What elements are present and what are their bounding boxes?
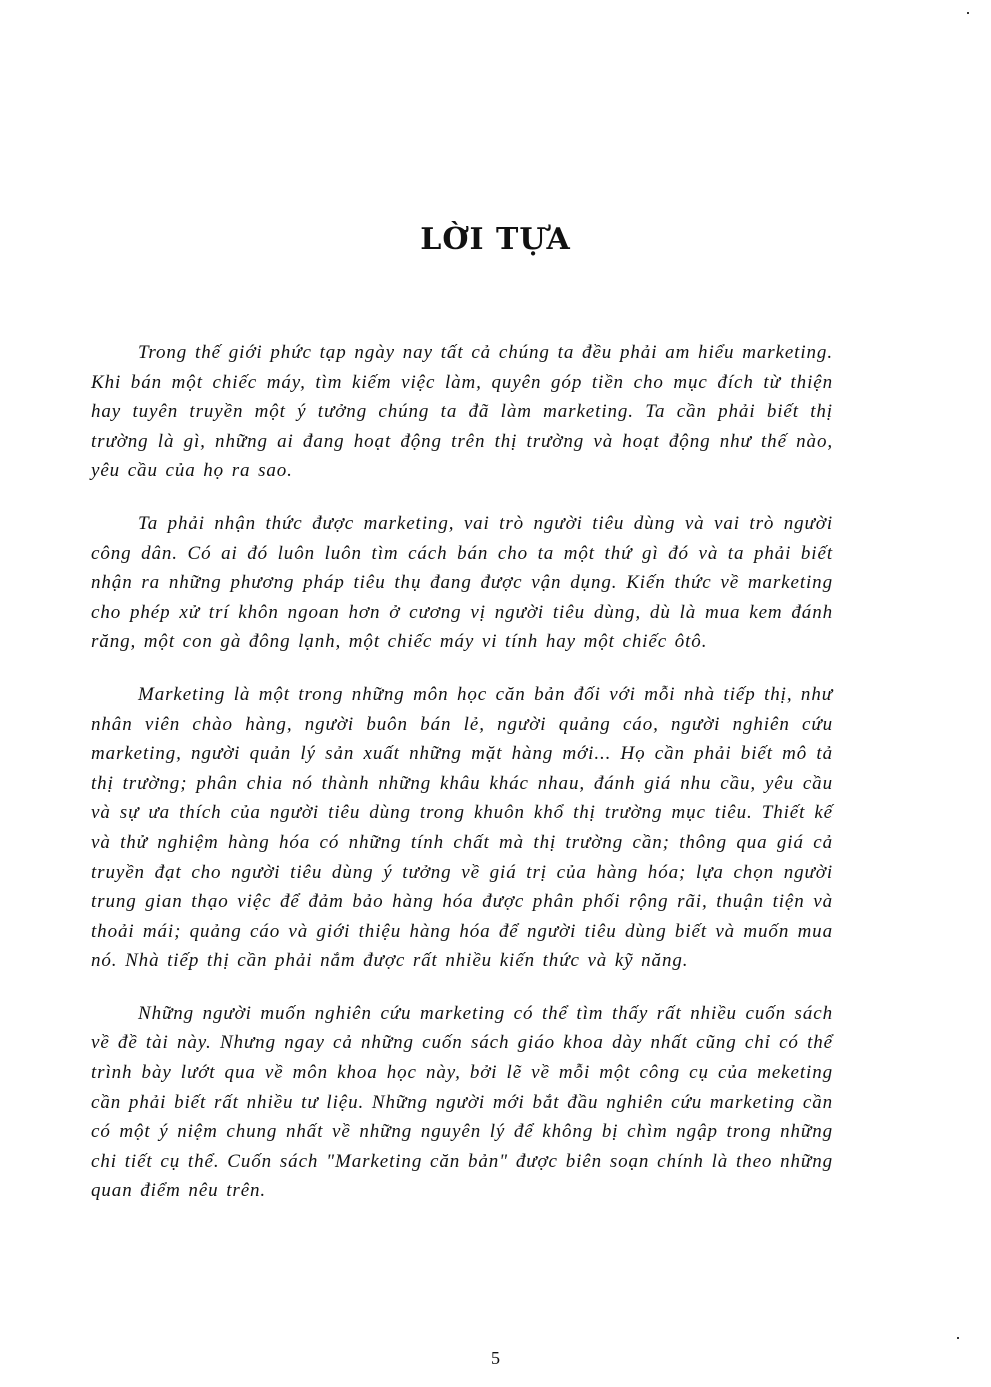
paragraph-4: Những người muốn nghiên cứu marketing có thể tìm thấy rất nhiều cuốn sách về đề tài này. Nhưng ngay cả những cuốn sách giáo khoa dày nhất cũng chỉ có thể trình bày lướt qua về môn khoa học này, bởi lẽ về mỗi một công cụ của meketing cần phải biết rất nhiều tư liệu. Những người mới bắt đầu nghiên cứu marketing cần có một ý niệm chung nhất về những nguyên lý để không bị chìm ngập trong những chi tiết cụ thể. Cuốn sách "Marketing căn bản" được biên soạn chính là theo những quan điểm nêu trên. bbox=[91, 1002, 833, 1202]
scan-speck bbox=[967, 12, 969, 14]
preface-body bbox=[91, 338, 833, 1229]
paragraph-1: Trong thế giới phức tạp ngày nay tất cả chúng ta đều phải am hiểu marketing. Khi bán một chiếc máy, tìm kiếm việc làm, quyên góp tiền cho mục đích từ thiện hay tuyên truyền một ý tưởng chúng ta đã làm marketing. Ta cần phải biết thị trường là gì, những ai đang hoạt động trên thị trường và hoạt động như thế nào, yêu cầu của họ ra sao. bbox=[91, 342, 833, 482]
page-number: 5 bbox=[491, 1348, 500, 1368]
paragraph-3: Marketing là một trong những môn học căn bản đối với mỗi nhà tiếp thị, như nhân viên chào hàng, người buôn bán lẻ, người quảng cáo, người nghiên cứu marketing, người quản lý sản xuất những mặt hàng mới... Họ cần phải biết mô tả thị trường; phân chia nó thành những khâu khác nhau, đánh giá nhu cầu, yêu cầu và sự ưa thích của người tiêu dùng trong khuôn khổ thị trường mục tiêu. Thiết kế và thử nghiệm hàng hóa có những tính chất mà thị trường cần; thông qua giá cả truyền đạt cho người tiêu dùng ý tưởng về giá trị của hàng hóa; lựa chọn người trung gian thạo việc để đảm bảo hàng hóa được phân phối rộng rãi, thuận tiện và thoải mái; quảng cáo và giới thiệu hàng hóa để người tiêu dùng biết và muốn mua nó. Nhà tiếp thị cần phải nắm được rất nhiều kiến thức và kỹ năng. bbox=[91, 683, 833, 972]
scan-speck bbox=[957, 1337, 959, 1339]
paragraph-2: Ta phải nhận thức được marketing, vai trò người tiêu dùng và vai trò người công dân. Có ai đó luôn luôn tìm cách bán cho ta một thứ gì đó và ta phải biết nhận ra những phương pháp tiêu thụ đang được vận dụng. Kiến thức về marketing cho phép xử trí khôn ngoan hơn ở cương vị người tiêu dùng, dù là mua kem đánh răng, một con gà đông lạnh, một chiếc máy vi tính hay một chiếc ôtô. bbox=[91, 512, 833, 653]
page-title: LỜI TỰA bbox=[420, 222, 571, 257]
